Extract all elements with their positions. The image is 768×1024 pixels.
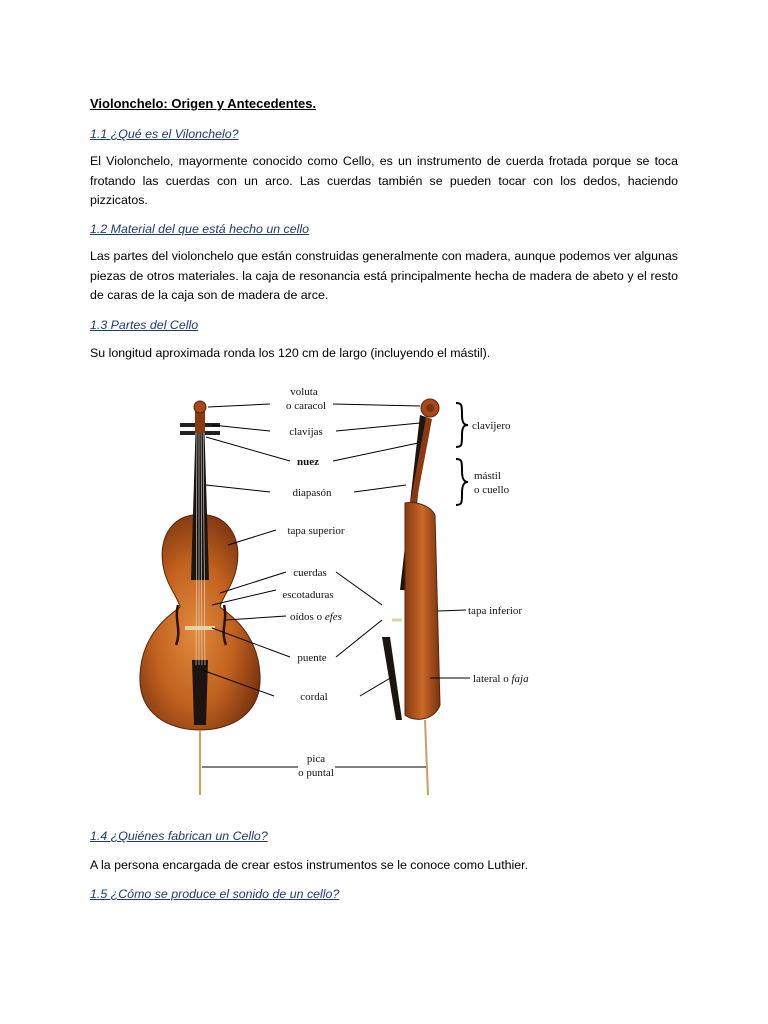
section-heading-1-3: 1.3 Partes del Cello [90,318,199,332]
label-cuerdas: cuerdas [293,567,327,579]
label-lateral: lateral o faja [473,673,529,685]
label-tapa-superior: tapa superior [287,525,345,537]
label-cordal: cordal [300,691,328,703]
label-puntal: o puntal [298,767,334,779]
label-clavijero: clavijero [472,420,511,432]
label-caracol: o caracol [286,400,326,412]
label-oidos: oídos o efes [290,611,342,623]
section-text-1-2: Las partes del violonchelo que están construidas generalmente con madera, aunque podemos ver algunas piezas de otros materiales. la caja de resonancia está principalmente hecha de madera de abeto y el resto de caras de la caja son de madera de arce. [90,249,678,302]
section-text-1-3: Su longitud aproximada ronda los 120 cm de largo (incluyendo el mástil). [90,346,491,360]
label-voluta: voluta [290,386,318,398]
label-cuello: o cuello [474,484,510,496]
section-heading-1-1: 1.1 ¿Qué es el Vilonchelo? [90,127,239,141]
section-heading-1-2: 1.2 Material del que está hecho un cello [90,222,310,236]
label-mastil: mástil [474,470,501,482]
label-tapa-inferior: tapa inferior [468,605,523,617]
section-heading-1-4: 1.4 ¿Quiénes fabrican un Cello? [90,829,268,843]
label-escotaduras: escotaduras [282,589,334,601]
cello-side-view [382,399,440,795]
label-clavijas: clavijas [289,426,323,438]
cello-parts-diagram [130,375,550,805]
label-puente: puente [297,652,327,664]
label-nuez: nuez [297,456,319,468]
document-title: Violonchelo: Origen y Antecedentes. [90,96,317,111]
section-text-1-1: El Violonchelo, mayormente conocido como Cello, es un instrumento de cuerda frotada porque se toca frotando las cuerdas con un arco. Las cuerdas también se pueden tocar con los dedos, haciendo pizzicatos. [90,154,678,207]
section-text-1-4: A la persona encargada de crear estos instrumentos se le conoce como Luthier. [90,858,529,872]
label-pica: pica [306,753,326,765]
section-heading-1-5: 1.5 ¿Cómo se produce el sonido de un cello? [90,887,340,901]
label-diapason: diapasón [292,487,332,499]
